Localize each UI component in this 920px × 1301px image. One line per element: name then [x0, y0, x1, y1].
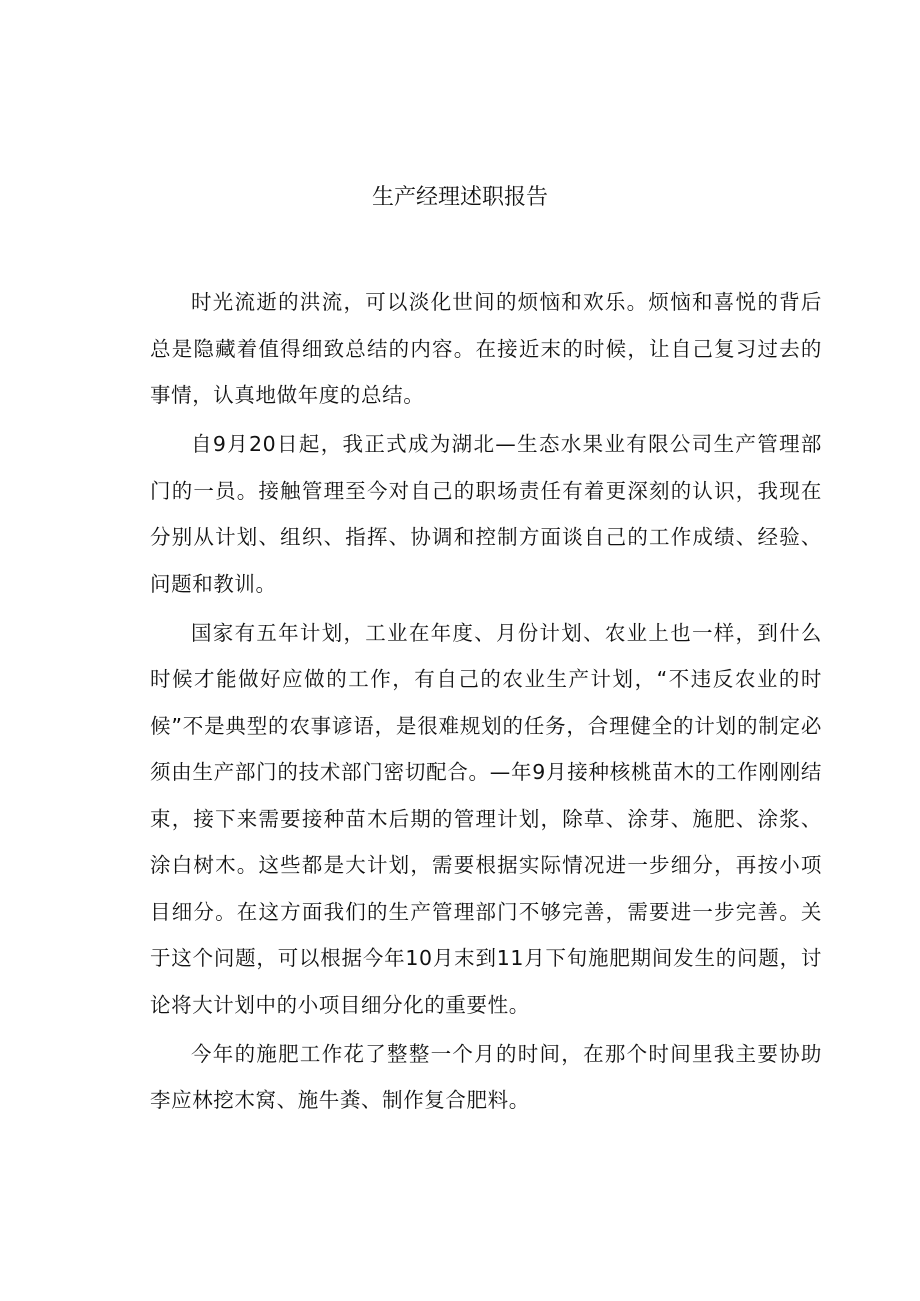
document-title: 生产经理述职报告 — [371, 185, 548, 210]
paragraph: 今年的施肥工作花了整整一个月的时间，在那个时间里我主要协助李应林挖木窝、施牛粪、制作复合肥料。 — [150, 1041, 822, 1112]
paragraph: 国家有五年计划，工业在年度、月份计划、农业上也一样，到什么时候才能做好应做的工作，有自己的农业生产计划，“不违反农业的时候”不是典型的农事谚语，是很难规划的任务，合理健全的计划的制定必须由生产部门的技术部门密切配合。—年9月接种核桃苗木的工作刚刚结束，接下来需要接种苗木后期的管理计划，除草、涂芽、施肥、涂浆、涂白树木。这些都是大计划，需要根据实际情况进一步细分，再按小项目细分。在这方面我们的生产管理部门不够完善，需要进一步完善。关于这个问题，可以根据今年10月末到11月下旬施肥期间发生的问题，讨论将大计划中的小项目细分化的重要性。 — [150, 620, 822, 1017]
document-body — [150, 279, 822, 1126]
paragraph: 时光流逝的洪流，可以淡化世间的烦恼和欢乐。烦恼和喜悦的背后总是隐藏着值得细致总结的内容。在接近末的时候，让自己复习过去的事情，认真地做年度的总结。 — [150, 290, 822, 407]
paragraph: 自9月20日起，我正式成为湖北—生态水果业有限公司生产管理部门的一员。接触管理至今对自己的职场责任有着更深刻的认识，我现在分别从计划、组织、指挥、协调和控制方面谈自己的工作成绩、经验、问题和教训。 — [150, 432, 822, 596]
